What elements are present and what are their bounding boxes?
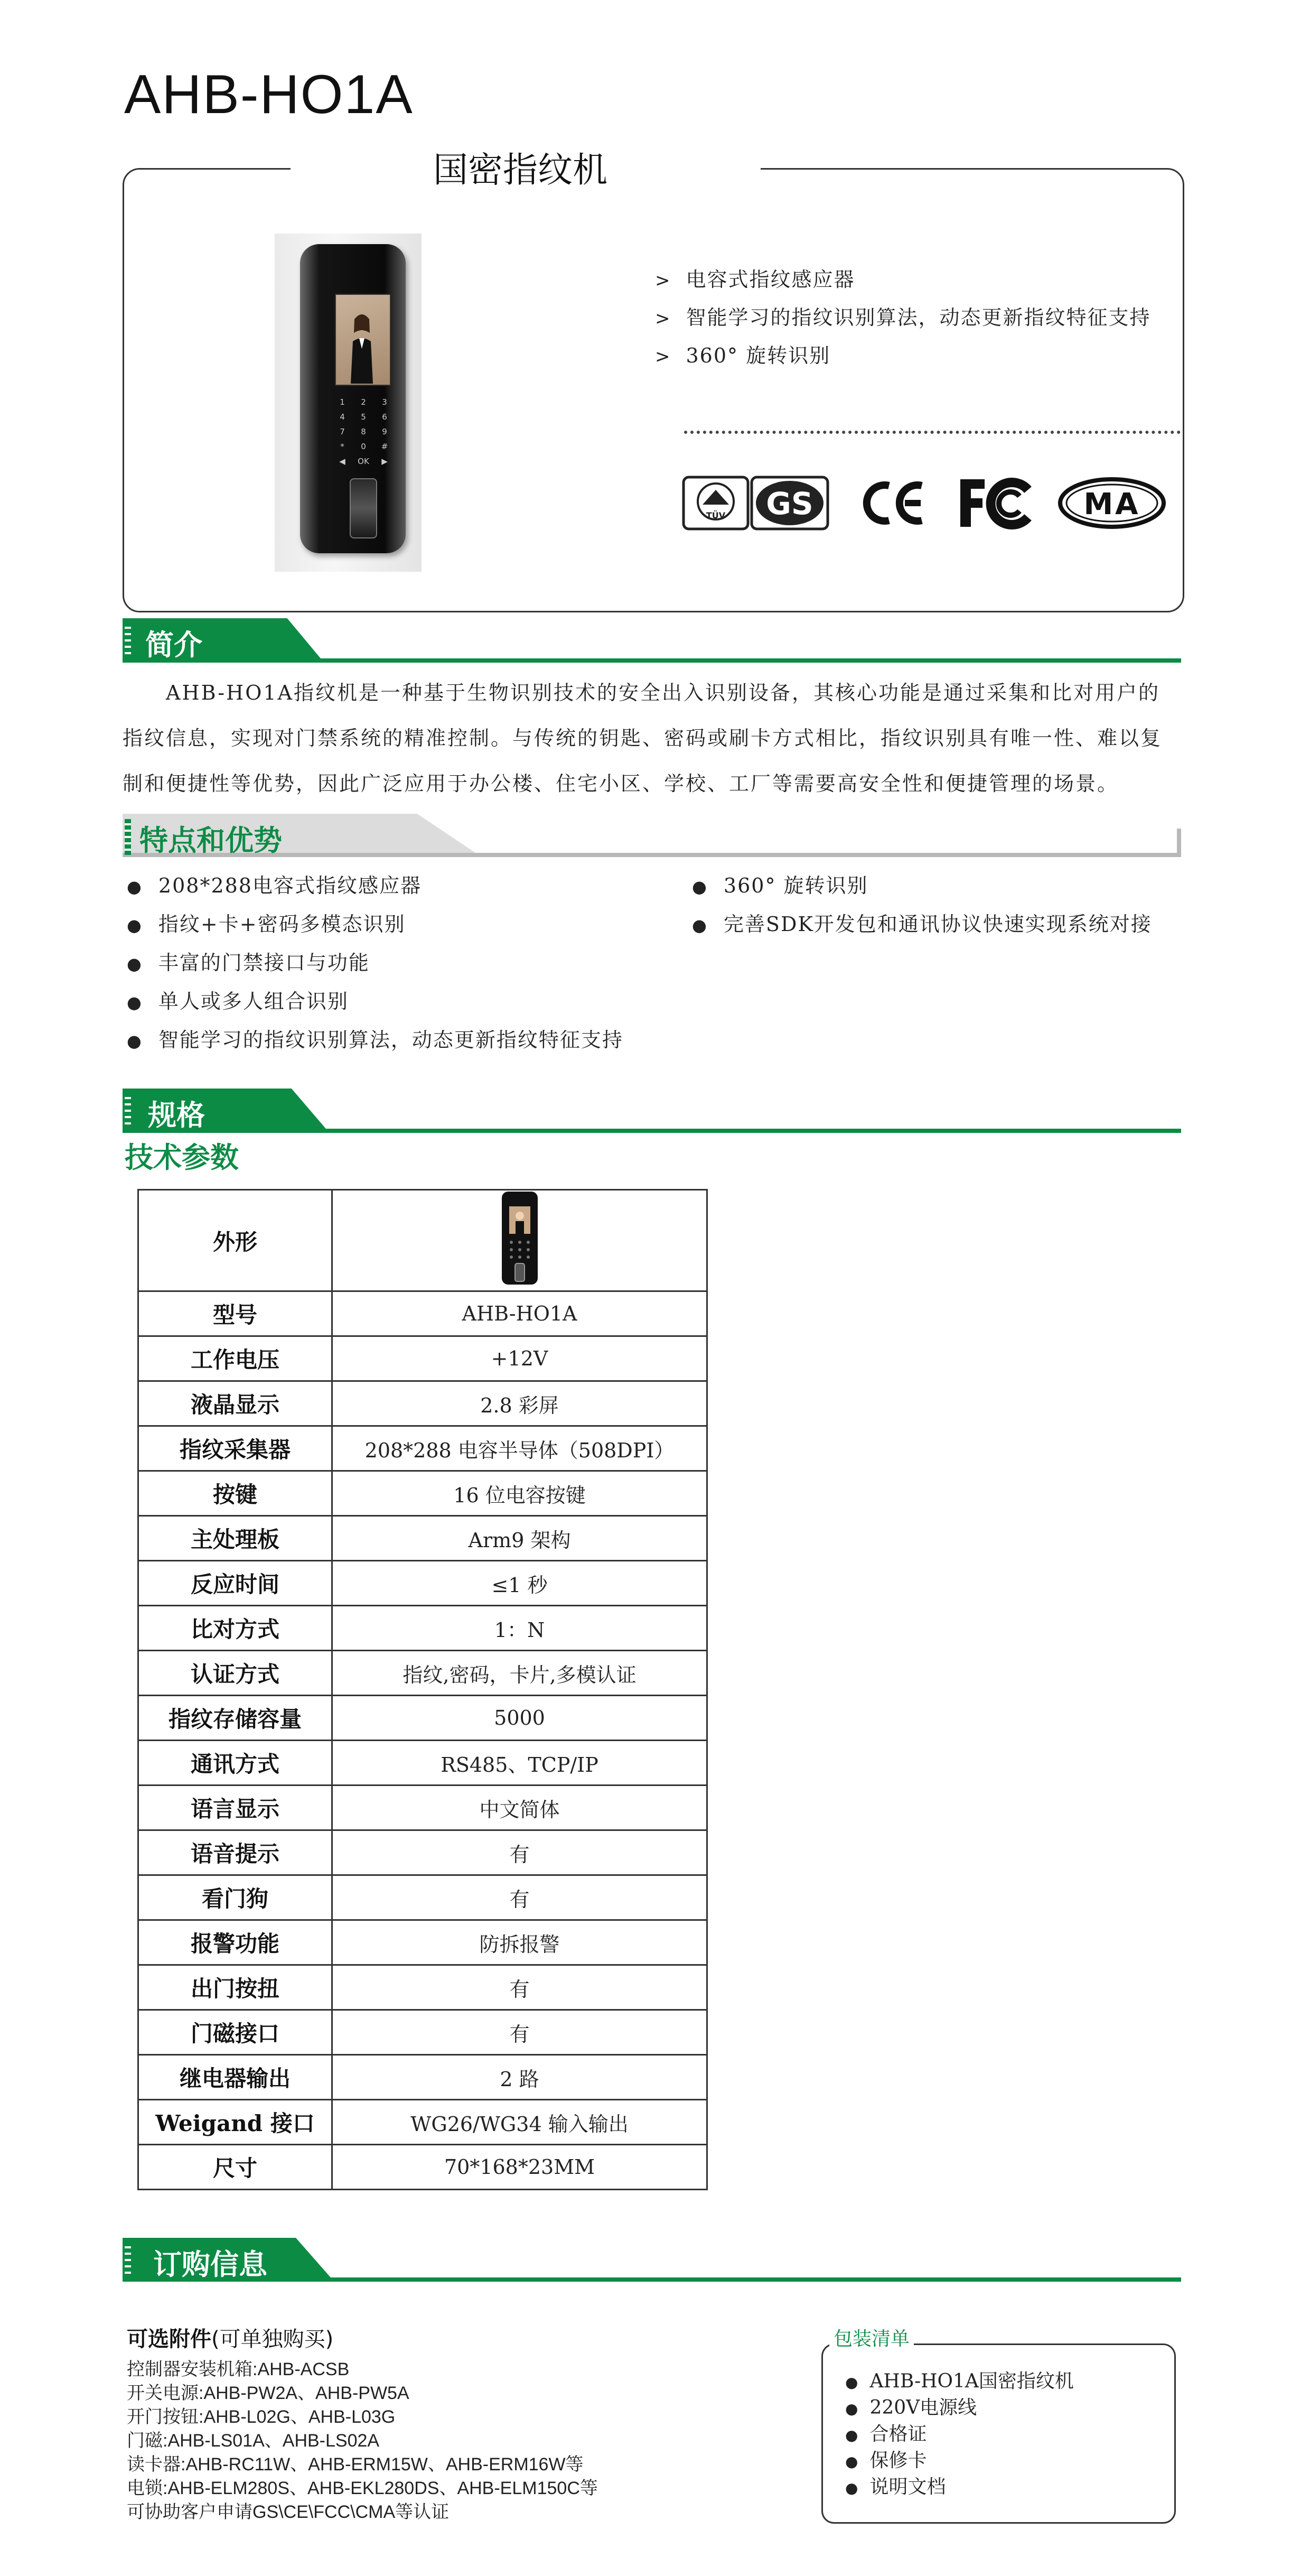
- keypad-key: 5: [361, 412, 366, 422]
- spec-key: 语言显示: [138, 1785, 332, 1830]
- spec-table: [137, 1189, 708, 2190]
- spec-value: AHB-HO1A: [332, 1291, 707, 1336]
- spec-key: 反应时间: [138, 1561, 332, 1606]
- table-row: [138, 1965, 707, 2010]
- table-row: [138, 1336, 707, 1381]
- package-item: ● AHB-HO1A国密指纹机: [845, 2370, 1074, 2392]
- package-list-title: 包装清单: [834, 2328, 910, 2350]
- spec-key: 出门按扭: [138, 1965, 332, 2010]
- spec-value: WG26/WG34 输入输出: [332, 2100, 707, 2145]
- device-thumbnail-icon: [499, 1191, 541, 1286]
- table-row: [138, 1875, 707, 1920]
- accessories-title: 可选附件(可单独购买): [127, 2327, 334, 2351]
- spec-value: RS485、TCP/IP: [332, 1741, 707, 1785]
- spec-value: 有: [332, 2010, 707, 2055]
- table-row: [138, 1741, 707, 1785]
- spec-value: Arm9 架构: [332, 1516, 707, 1561]
- spec-key: 按键: [138, 1471, 332, 1516]
- table-row: [138, 2010, 707, 2055]
- keypad-key: 6: [382, 412, 387, 422]
- section-heading-features: 特点和优势: [139, 824, 282, 857]
- gs-logo-icon: [750, 474, 829, 532]
- accessory-item: 读卡器:AHB-RC11W、AHB-ERM15W、AHB-ERM16W等: [127, 2454, 584, 2475]
- spec-value: 208*288 电容半导体（508DPI）: [332, 1426, 707, 1471]
- table-row: [138, 1785, 707, 1830]
- hero-feature-3: > 360° 旋转识别: [655, 344, 831, 367]
- package-item: ● 220V电源线: [845, 2397, 977, 2419]
- tuv-logo-icon: [681, 474, 750, 532]
- table-row: [138, 1291, 707, 1336]
- spec-key: Weigand 接口: [138, 2100, 332, 2145]
- svg-text:TÜV: TÜV: [706, 510, 726, 520]
- svg-text:GS: GS: [766, 486, 813, 522]
- section-heading-intro: 简介: [145, 628, 202, 662]
- section-heading-order: 订购信息: [153, 2248, 267, 2281]
- keypad-key: OK: [358, 457, 369, 466]
- package-item: ● 保修卡: [845, 2450, 927, 2471]
- hero-feature-1: > 电容式指纹感应器: [655, 268, 855, 291]
- spec-key: 工作电压: [138, 1336, 332, 1381]
- keypad-key: 8: [361, 427, 366, 436]
- spec-value: 有: [332, 1965, 707, 2010]
- table-row: [138, 1920, 707, 1965]
- spec-subheading: 技术参数: [125, 1141, 239, 1174]
- hero-heading: 国密指纹机: [433, 150, 607, 190]
- keypad-key: ◀: [339, 457, 345, 466]
- accessory-item: 可协助客户申请GS\CE\FCC\CMA等认证: [127, 2502, 450, 2522]
- spec-value: 指纹,密码，卡片,多模认证: [332, 1651, 707, 1696]
- package-item: ● 合格证: [845, 2423, 927, 2445]
- keypad-key: 4: [340, 412, 345, 422]
- device-keypad: [332, 397, 395, 466]
- spec-value: 16 位电容按键: [332, 1471, 707, 1516]
- spec-key: 语音提示: [138, 1830, 332, 1875]
- keypad-key: 9: [382, 427, 387, 436]
- table-row: [138, 1381, 707, 1426]
- svg-text:MA: MA: [1083, 487, 1140, 522]
- section-heading-spec: 规格: [148, 1099, 205, 1132]
- table-row: [138, 1190, 707, 1291]
- keypad-key: 1: [340, 397, 345, 407]
- spec-value: 70*168*23MM: [332, 2145, 707, 2190]
- spec-key: 液晶显示: [138, 1381, 332, 1426]
- table-row: [138, 2145, 707, 2190]
- spec-key: 比对方式: [138, 1606, 332, 1651]
- intro-paragraph: AHB-HO1A指纹机是一种基于生物识别技术的安全出入识别设备，其核心功能是通过采集和比对用户的指纹信息，实现对门禁系统的精准控制。与传统的钥匙、密码或刷卡方式相比，指纹识别具有唯一性、难以复制和便捷性等优势，因此广泛应用于办公楼、住宅小区、学校、工厂等需要高安全性和便捷管理的场景。: [123, 681, 1163, 795]
- feature-item: ● 单人或多人组合识别: [127, 990, 349, 1013]
- accessory-item: 开门按钮:AHB-L02G、AHB-L03G: [127, 2407, 396, 2427]
- keypad-key: *: [340, 442, 344, 451]
- product-title: AHB-HO1A: [124, 64, 414, 125]
- spec-key: 认证方式: [138, 1651, 332, 1696]
- keypad-key: #: [381, 442, 388, 451]
- feature-item: ● 360° 旋转识别: [692, 874, 868, 897]
- spec-key: 门磁接口: [138, 2010, 332, 2055]
- spec-key: 型号: [138, 1291, 332, 1336]
- table-row: [138, 2100, 707, 2145]
- cma-logo-icon: [1056, 474, 1167, 532]
- feature-item: ● 完善SDK开发包和通讯协议快速实现系统对接: [692, 913, 1152, 936]
- spec-key: 报警功能: [138, 1920, 332, 1965]
- accessory-item: 电锁:AHB-ELM280S、AHB-EKL280DS、AHB-ELM150C等: [127, 2478, 598, 2498]
- spec-key: 指纹采集器: [138, 1426, 332, 1471]
- spec-value: 防拆报警: [332, 1920, 707, 1965]
- table-row: [138, 1696, 707, 1741]
- accessory-item: 控制器安装机箱:AHB-ACSB: [127, 2359, 350, 2379]
- feature-item: ● 智能学习的指纹识别算法，动态更新指纹特征支持: [127, 1028, 623, 1052]
- hero-feature-2: > 智能学习的指纹识别算法，动态更新指纹特征支持: [655, 306, 1151, 329]
- spec-value: 2 路: [332, 2055, 707, 2100]
- spec-value: 有: [332, 1875, 707, 1920]
- dotted-divider: [684, 431, 1181, 434]
- keypad-key: 7: [340, 427, 345, 436]
- package-item: ● 说明文档: [845, 2476, 946, 2498]
- spec-value: 2.8 彩屏: [332, 1381, 707, 1426]
- spec-value: +12V: [332, 1336, 707, 1381]
- table-row: [138, 1651, 707, 1696]
- table-row: [138, 1606, 707, 1651]
- spec-value: ≤1 秒: [332, 1561, 707, 1606]
- table-row: [138, 1471, 707, 1516]
- spec-key: 指纹存储容量: [138, 1696, 332, 1741]
- spec-key: 看门狗: [138, 1875, 332, 1920]
- spec-key: 尺寸: [138, 2145, 332, 2190]
- spec-key: 外形: [138, 1190, 332, 1291]
- feature-item: ● 丰富的门禁接口与功能: [127, 951, 370, 974]
- accessory-item: 开关电源:AHB-PW2A、AHB-PW5A: [127, 2383, 409, 2403]
- table-row: [138, 1426, 707, 1471]
- person-on-screen-icon: [349, 312, 375, 384]
- feature-item: ● 指纹+卡+密码多模态识别: [127, 913, 406, 936]
- fingerprint-sensor: [350, 478, 377, 538]
- spec-value: 中文简体: [332, 1785, 707, 1830]
- spec-value: 有: [332, 1830, 707, 1875]
- spec-key: 主处理板: [138, 1516, 332, 1561]
- fcc-logo-icon: [956, 474, 1035, 532]
- spec-key: 继电器输出: [138, 2055, 332, 2100]
- table-row: [138, 2055, 707, 2100]
- table-row: [138, 1516, 707, 1561]
- spec-value: 5000: [332, 1696, 707, 1741]
- spec-appearance-cell: [332, 1190, 707, 1291]
- ce-logo-icon: [858, 474, 927, 532]
- keypad-key: 3: [382, 397, 387, 407]
- spec-key: 通讯方式: [138, 1741, 332, 1785]
- feature-item: ● 208*288电容式指纹感应器: [127, 874, 422, 897]
- spec-value: 1：N: [332, 1606, 707, 1651]
- keypad-key: 0: [361, 442, 366, 451]
- table-row: [138, 1830, 707, 1875]
- keypad-key: ▶: [381, 457, 388, 466]
- accessory-item: 门磁:AHB-LS01A、AHB-LS02A: [127, 2431, 380, 2451]
- keypad-key: 2: [361, 397, 366, 407]
- table-row: [138, 1561, 707, 1606]
